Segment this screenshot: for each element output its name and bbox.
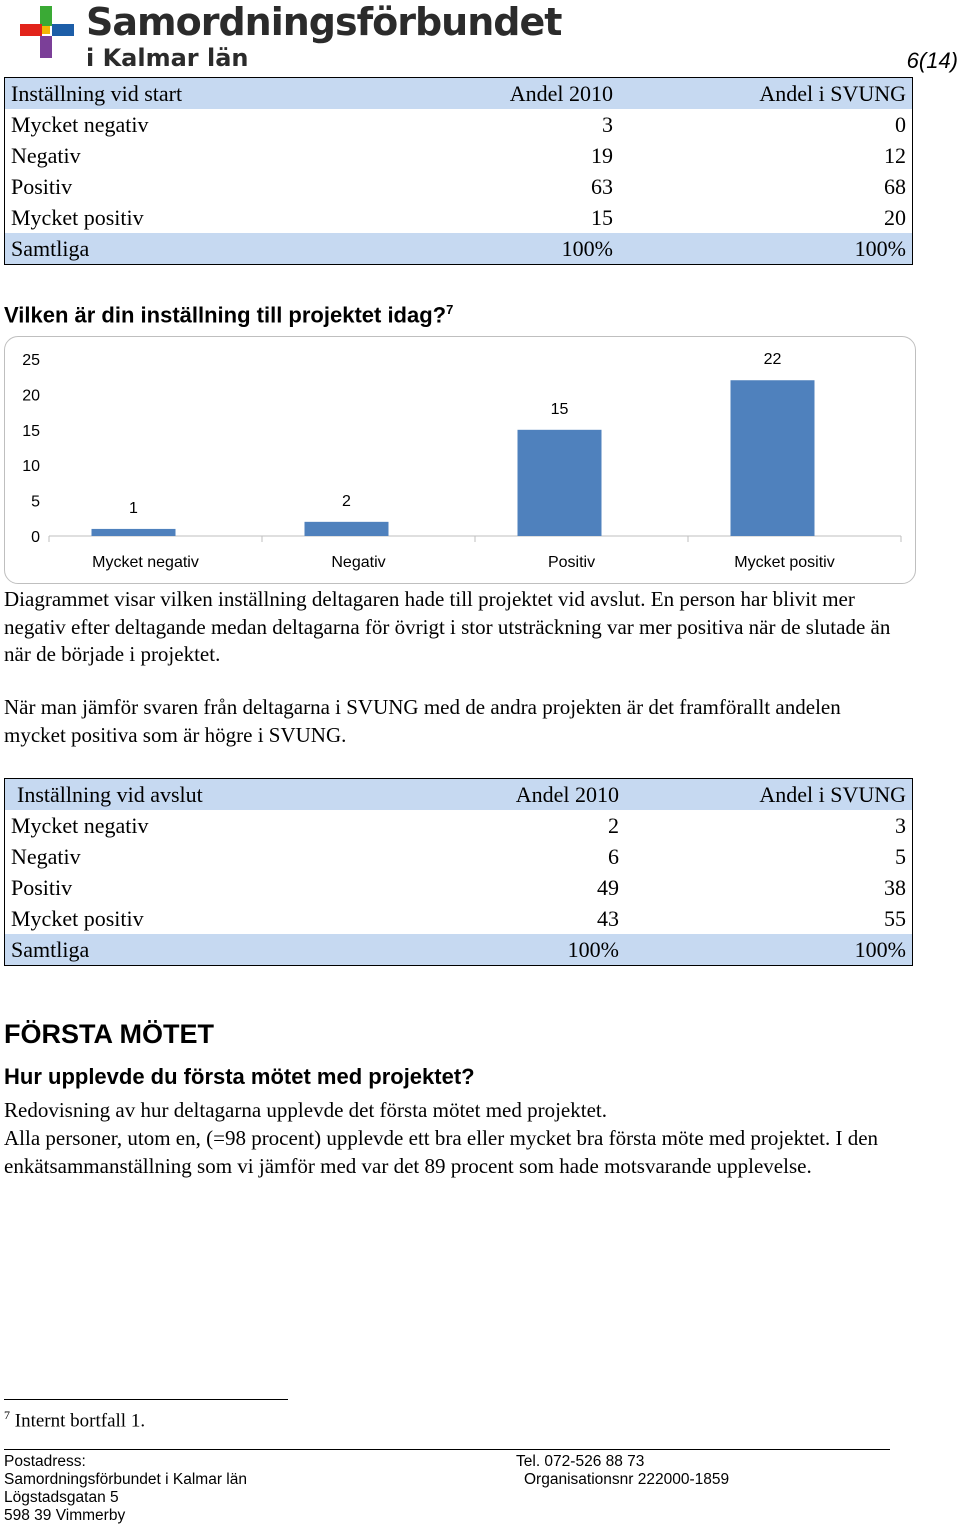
data-label: 22: [763, 351, 782, 369]
footer-line: Samordningsförbundet i Kalmar län: [4, 1471, 247, 1488]
table-attitude-end: [4, 778, 913, 966]
bar: [518, 430, 602, 536]
footer-line: 598 39 Vimmerby: [4, 1507, 126, 1524]
row-label: Negativ: [11, 844, 81, 869]
question-heading-first-meeting: Hur upplevde du första mötet med projektet?: [4, 1064, 475, 1089]
cell-value: 55: [884, 906, 906, 931]
row-label: Samtliga: [5, 934, 319, 966]
table-row: [5, 140, 913, 171]
table-row: [5, 903, 913, 934]
footer-contact: [516, 1453, 729, 1489]
paragraph-first-meeting-intro: Redovisning av hur deltagarna upplevde det första mötet med projektet.: [4, 1098, 607, 1122]
cell-value: 5: [895, 844, 906, 869]
cell-value: 15: [591, 205, 613, 230]
logo-name-line1: Samordningsförbundet: [86, 0, 562, 44]
footnote-marker: 7: [4, 1408, 10, 1422]
footer-divider: [4, 1449, 890, 1450]
table-row: [5, 109, 913, 140]
footer-line: Postadress:: [4, 1453, 86, 1470]
cell-value: 0: [895, 112, 906, 137]
cell-value: 63: [591, 174, 613, 199]
footnote: [4, 1408, 145, 1432]
table-row: [5, 841, 913, 872]
footnote-ref: 7: [446, 302, 454, 317]
footer-line: Lögstadsgatan 5: [4, 1489, 119, 1506]
y-tick-label: 0: [31, 529, 40, 546]
bar: [731, 380, 815, 536]
footnote-text: Internt bortfall 1.: [14, 1410, 146, 1432]
data-label: 1: [129, 499, 138, 517]
cell-value: 49: [597, 875, 619, 900]
question-text: Vilken är din inställning till projektet idag?: [4, 302, 447, 328]
table-total-row: [5, 233, 913, 265]
footer-org-number: Organisationsnr 222000-1859: [524, 1471, 730, 1488]
header-cell: Andel 2010: [318, 779, 625, 811]
cell-value: 6: [608, 844, 619, 869]
footer-address: [4, 1453, 247, 1525]
cell-value: 68: [884, 174, 906, 199]
cell-value: 100%: [318, 934, 625, 966]
header-cell: Inställning vid avslut: [5, 779, 319, 811]
y-tick-label: 25: [22, 352, 40, 369]
logo-name-line2: i Kalmar län: [86, 44, 249, 72]
header-cell: Inställning vid start: [5, 78, 313, 110]
cell-value: 12: [884, 143, 906, 168]
y-tick-label: 15: [22, 422, 40, 440]
data-label: 15: [550, 400, 569, 418]
data-label: 2: [342, 492, 351, 510]
paragraph-first-meeting-result: Alla personer, utom en, (=98 procent) upplevde ett bra eller mycket bra första möte med projektet. I den enkätsammanställning som vi jämför med var det 89 procent som hade motsvarande upplevelse.: [4, 1126, 879, 1178]
header-cell: Andel 2010: [312, 78, 619, 110]
y-tick-label: 5: [31, 493, 40, 511]
logo-cross-icon: [18, 2, 88, 62]
category-label: Mycket positiv: [734, 554, 835, 571]
row-label: Mycket positiv: [11, 906, 144, 931]
bar: [305, 522, 389, 536]
category-label: Positiv: [547, 554, 596, 571]
table-attitude-start: [4, 77, 913, 265]
category-label: Mycket negativ: [92, 554, 199, 571]
paragraph-chart-description: Diagrammet visar vilken inställning deltagaren hade till projektet vid avslut. En person har blivit mer negativ efter deltagande medan deltagarna för övrigt i stor utsträckning var mer positiva när de slutade än när de började i projektet.: [4, 587, 891, 666]
header-cell: Andel i SVUNG: [619, 78, 913, 110]
cell-value: 19: [591, 143, 613, 168]
table-row: [5, 872, 913, 903]
cell-value: 100%: [625, 934, 913, 966]
table-total-row: [5, 934, 913, 966]
row-label: Negativ: [11, 143, 81, 168]
cell-value: 100%: [312, 233, 619, 265]
bar-chart-svg: [5, 337, 917, 585]
y-tick-label: 20: [22, 387, 40, 405]
category-label: Negativ: [331, 554, 386, 571]
question-heading: [4, 302, 453, 328]
header-cell: Andel i SVUNG: [625, 779, 913, 811]
paragraph-comparison: När man jämför svaren från deltagarna i SVUNG med de andra projekten är det framförallt andelen mycket positiva som är högre i SVUNG.: [4, 695, 841, 747]
cell-value: 3: [602, 112, 613, 137]
cell-value: 38: [884, 875, 906, 900]
section-heading: FÖRSTA MÖTET: [4, 1019, 214, 1049]
table-row: [5, 202, 913, 233]
row-label: Mycket positiv: [11, 205, 144, 230]
row-label: Positiv: [11, 174, 73, 199]
bar: [92, 529, 176, 536]
table-row: [5, 810, 913, 841]
cell-value: 100%: [619, 233, 913, 265]
row-label: Positiv: [11, 875, 73, 900]
row-label: Mycket negativ: [11, 813, 149, 838]
footnote-divider: [4, 1399, 288, 1400]
y-tick-label: 10: [22, 458, 40, 476]
cell-value: 20: [884, 205, 906, 230]
page-number: 6(14): [906, 48, 958, 73]
footer-phone: Tel. 072-526 88 73: [516, 1453, 645, 1470]
row-label: Mycket negativ: [11, 112, 149, 137]
bar-chart: [4, 336, 916, 584]
cell-value: 43: [597, 906, 619, 931]
cell-value: 3: [895, 813, 906, 838]
table-header-row: [5, 78, 913, 110]
row-label: Samtliga: [5, 233, 313, 265]
cell-value: 2: [608, 813, 619, 838]
table-header-row: [5, 779, 913, 811]
table-row: [5, 171, 913, 202]
